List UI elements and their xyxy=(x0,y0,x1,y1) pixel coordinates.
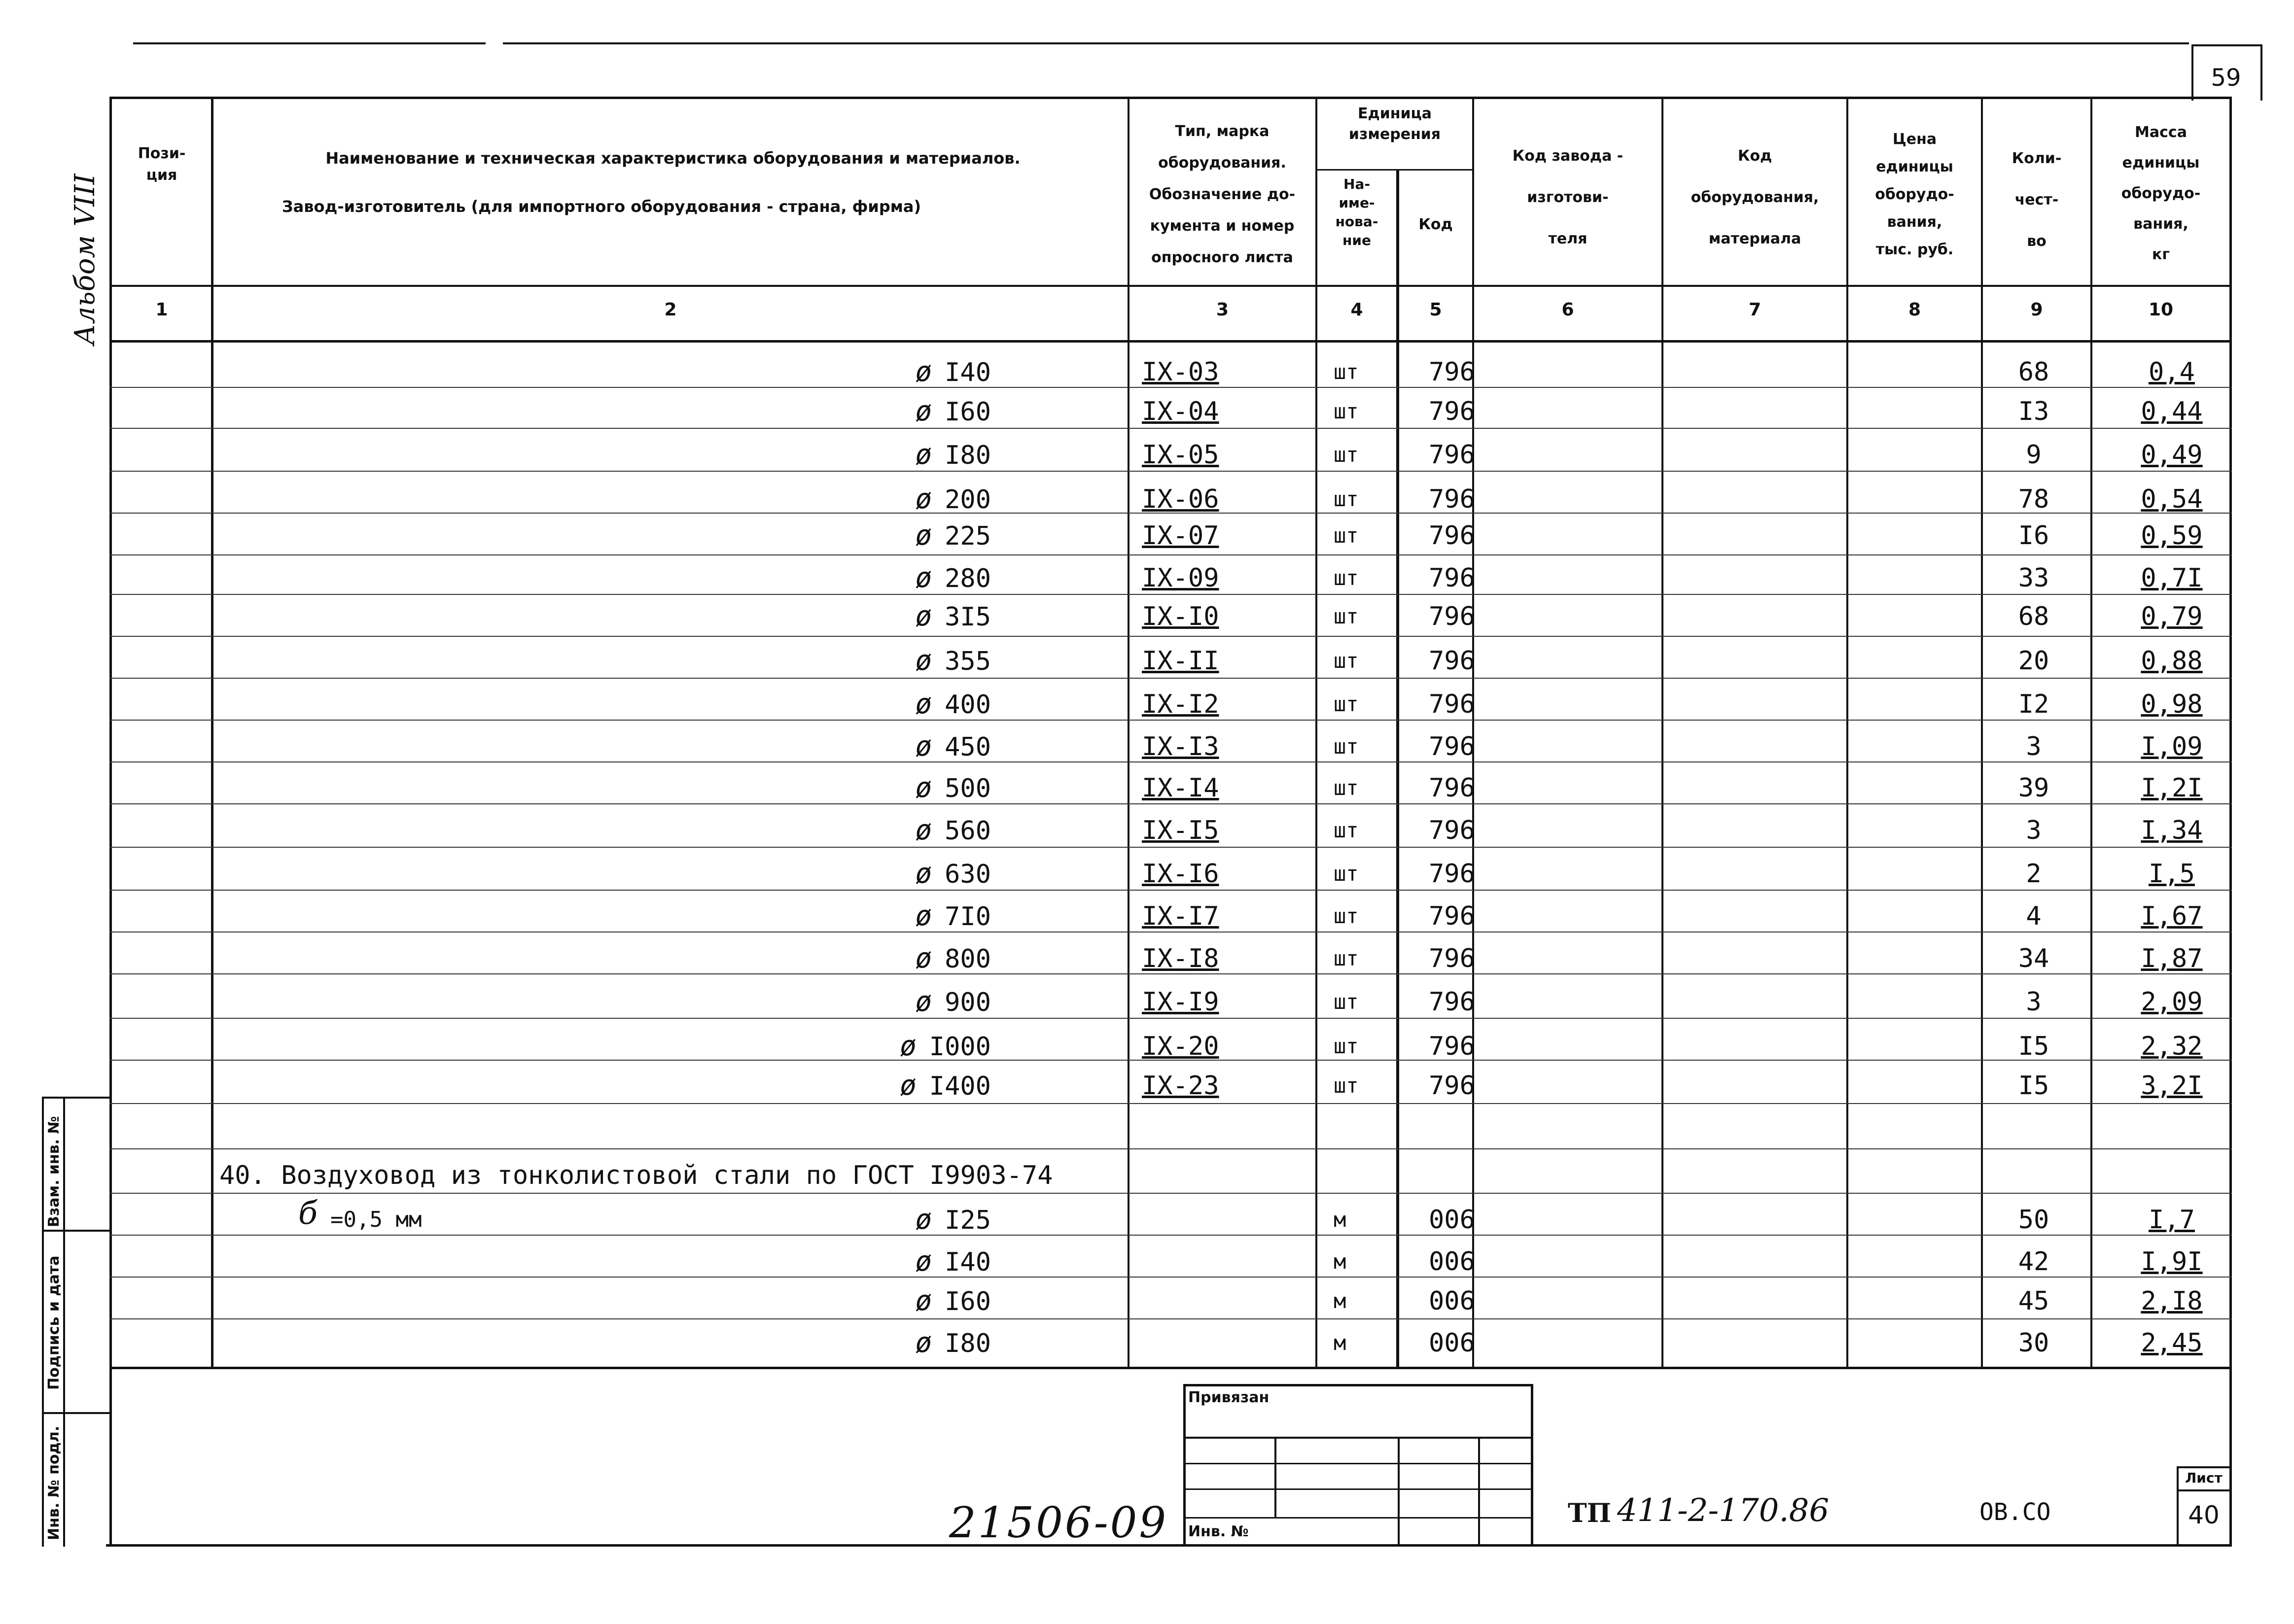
sheet-box-mid xyxy=(2177,1489,2232,1491)
doc-code: 411-2-170.86 xyxy=(1617,1492,1830,1529)
diameter-cell xyxy=(863,816,991,846)
type-cell: IX-I7 xyxy=(1142,901,1219,931)
diameter-cell xyxy=(863,1205,991,1235)
vline-6 xyxy=(1661,97,1663,1368)
quantity-cell: I5 xyxy=(2018,1032,2049,1061)
mass-cell: 0,7I xyxy=(2141,563,2203,593)
unit-code-cell: 006 xyxy=(1429,1205,1475,1235)
quantity-cell: 68 xyxy=(2018,357,2049,387)
quantity-cell: 33 xyxy=(2018,563,2049,593)
quantity-cell: I6 xyxy=(2018,521,2049,551)
unit-code-cell: 796 xyxy=(1429,773,1475,803)
quantity-cell: 3 xyxy=(2026,987,2042,1017)
unit-cell: шт xyxy=(1334,604,1359,628)
unit-cell: шт xyxy=(1334,566,1359,590)
mass-cell: I,9I xyxy=(2141,1247,2203,1277)
header-col3: Тип, марка оборудования. Обозначение до- кумента и номер опросного листа xyxy=(1149,123,1296,266)
type-cell: IX-I0 xyxy=(1142,602,1219,631)
unit-cell: шт xyxy=(1334,1034,1359,1058)
diameter-symbol: ø xyxy=(915,900,932,932)
diameter-value: I000 xyxy=(929,1032,991,1062)
unit-cell: шт xyxy=(1334,862,1359,886)
unit-cell: шт xyxy=(1334,360,1359,384)
album-label: Альбом VIII xyxy=(69,173,101,345)
row-separator xyxy=(109,1193,2232,1194)
diameter-value: I80 xyxy=(945,1329,991,1358)
diameter-symbol: ø xyxy=(915,942,932,974)
diameter-symbol: ø xyxy=(915,1204,932,1236)
thickness-symbol: б xyxy=(298,1195,318,1232)
quantity-cell: 3 xyxy=(2026,732,2042,761)
header-unit-group: Единица измерения xyxy=(1348,105,1441,143)
diameter-value: I25 xyxy=(945,1206,991,1235)
row-separator xyxy=(109,554,2232,555)
vline-right xyxy=(2229,97,2232,1546)
strip-div-2 xyxy=(42,1412,111,1414)
header-col2-line2: Завод-изготовитель (для импортного оборудования - страна, фирма) xyxy=(282,197,921,216)
diameter-value: I400 xyxy=(929,1071,991,1101)
table-bottom-border xyxy=(109,1367,2232,1369)
quantity-cell: 50 xyxy=(2018,1205,2049,1235)
quantity-cell: I5 xyxy=(2018,1071,2049,1101)
type-cell: IX-I2 xyxy=(1142,690,1219,719)
unit-code-cell: 006 xyxy=(1429,1328,1475,1358)
doc-prefix: ТП xyxy=(1568,1498,1611,1528)
unit-cell: шт xyxy=(1334,649,1359,673)
quantity-cell: 20 xyxy=(2018,646,2049,676)
unit-code-cell: 796 xyxy=(1429,1032,1475,1061)
page-number-box-right xyxy=(2260,45,2262,101)
sheet-box-left xyxy=(2177,1466,2179,1547)
diameter-symbol: ø xyxy=(915,688,932,720)
diameter-cell xyxy=(863,732,991,762)
diameter-value: 800 xyxy=(945,944,991,974)
diameter-symbol: ø xyxy=(915,1285,932,1317)
quantity-cell: 4 xyxy=(2026,901,2042,931)
sheet-number: 40 xyxy=(2188,1501,2220,1529)
diameter-value: 630 xyxy=(945,860,991,889)
header-col10: Масса единицы оборудо- вания, кг xyxy=(2121,124,2201,263)
colnum-2: 2 xyxy=(664,300,677,320)
type-cell: IX-06 xyxy=(1142,484,1219,514)
mass-cell: 0,59 xyxy=(2141,521,2203,551)
mass-cell: I,2I xyxy=(2141,773,2203,803)
unit-cell: шт xyxy=(1334,946,1359,970)
row-separator xyxy=(109,428,2232,429)
header-col1: Пози- ция xyxy=(138,145,186,184)
diameter-cell xyxy=(863,773,991,803)
handwritten-inventory-number: 21506-09 xyxy=(949,1498,1168,1548)
diameter-value: 3I5 xyxy=(945,602,991,632)
colnum-10: 10 xyxy=(2148,300,2174,320)
strip-mid xyxy=(63,1097,65,1547)
mass-cell: I,5 xyxy=(2149,859,2195,889)
quantity-cell: 42 xyxy=(2018,1247,2049,1277)
privyazan-label: Привязан xyxy=(1188,1389,1270,1406)
unit-code-cell: 796 xyxy=(1429,901,1475,931)
header-col6: Код завода - изготови- теля xyxy=(1512,147,1623,247)
unit-cell: м xyxy=(1334,1249,1346,1274)
type-cell: IX-II xyxy=(1142,646,1219,676)
colnum-8: 8 xyxy=(1908,300,1921,320)
mass-cell: 0,54 xyxy=(2141,484,2203,514)
header-col4: На- име- нова- ние xyxy=(1335,176,1378,248)
unit-code-cell: 796 xyxy=(1429,944,1475,973)
row-separator xyxy=(109,1018,2232,1019)
row-separator xyxy=(109,890,2232,891)
unit-code-cell: 796 xyxy=(1429,690,1475,719)
page-bottom-border xyxy=(106,1544,2232,1547)
row-separator xyxy=(109,636,2232,637)
type-cell: IX-07 xyxy=(1142,521,1219,551)
colnum-9: 9 xyxy=(2030,300,2043,320)
vline-2 xyxy=(1128,97,1129,1368)
row-separator xyxy=(109,803,2232,804)
diameter-value: I60 xyxy=(945,1287,991,1316)
header-col9: Коли- чест- во xyxy=(2012,150,2062,250)
priv-h1 xyxy=(1183,1437,1533,1439)
unit-code-cell: 796 xyxy=(1429,602,1475,631)
diameter-value: 450 xyxy=(945,732,991,762)
diameter-value: 355 xyxy=(945,647,991,676)
row-separator xyxy=(109,1148,2232,1149)
diameter-value: I60 xyxy=(945,397,991,427)
unit-cell: м xyxy=(1334,1208,1346,1232)
unit-code-cell: 796 xyxy=(1429,646,1475,676)
unit-cell: шт xyxy=(1334,904,1359,928)
diameter-symbol: ø xyxy=(915,600,932,632)
diameter-value: 200 xyxy=(945,485,991,515)
strip-left xyxy=(42,1097,44,1547)
vline-4 xyxy=(1396,169,1399,1368)
diameter-symbol: ø xyxy=(915,814,932,846)
unit-code-cell: 796 xyxy=(1429,859,1475,889)
label-vzam-inv: Взам. инв. № xyxy=(45,1116,63,1227)
unit-cell: м xyxy=(1334,1289,1346,1313)
unit-code-cell: 796 xyxy=(1429,484,1475,514)
page-number: 59 xyxy=(2211,64,2241,92)
diameter-cell xyxy=(863,397,991,427)
row-separator xyxy=(109,594,2232,595)
diameter-cell xyxy=(863,901,991,932)
colnum-3: 3 xyxy=(1216,300,1229,320)
diameter-cell xyxy=(863,1032,991,1062)
colnum-7: 7 xyxy=(1748,300,1762,320)
mass-cell: I,7 xyxy=(2149,1205,2195,1235)
unit-cell: шт xyxy=(1334,692,1359,716)
unit-cell: шт xyxy=(1334,399,1359,423)
colnum-5: 5 xyxy=(1429,300,1442,320)
diameter-symbol: ø xyxy=(915,858,932,890)
row-separator xyxy=(109,720,2232,721)
type-cell: IX-23 xyxy=(1142,1071,1219,1101)
unit-cell: шт xyxy=(1334,523,1359,548)
unit-cell: шт xyxy=(1334,818,1359,842)
diameter-symbol: ø xyxy=(915,562,932,594)
header-col2-line1: Наименование и техническая характеристика оборудования и материалов. xyxy=(325,149,1021,168)
unit-cell: шт xyxy=(1334,990,1359,1014)
diameter-cell xyxy=(863,646,991,676)
priv-right xyxy=(1531,1384,1533,1547)
row-separator xyxy=(109,1103,2232,1104)
mass-cell: 0,88 xyxy=(2141,646,2203,676)
row-separator xyxy=(109,678,2232,679)
diameter-cell xyxy=(863,521,991,551)
row-separator xyxy=(109,471,2232,472)
colnum-1: 1 xyxy=(155,300,168,320)
type-cell: IX-20 xyxy=(1142,1032,1219,1061)
priv-v1 xyxy=(1274,1437,1276,1518)
type-cell: IX-I5 xyxy=(1142,816,1219,845)
type-cell: IX-04 xyxy=(1142,397,1219,426)
row-separator xyxy=(109,1277,2232,1278)
mass-cell: 2,32 xyxy=(2141,1032,2203,1061)
type-cell: IX-I6 xyxy=(1142,859,1219,889)
priv-h4 xyxy=(1183,1517,1533,1519)
row-separator xyxy=(109,761,2232,762)
diameter-cell xyxy=(863,440,991,470)
unit-code-cell: 796 xyxy=(1429,521,1475,551)
quantity-cell: 34 xyxy=(2018,944,2049,973)
header-bottom-border xyxy=(109,285,2232,287)
diameter-value: 560 xyxy=(945,816,991,846)
type-cell: IX-I4 xyxy=(1142,773,1219,803)
priv-v2 xyxy=(1398,1437,1400,1547)
diameter-cell xyxy=(863,1286,991,1316)
diameter-symbol: ø xyxy=(915,986,932,1018)
quantity-cell: I3 xyxy=(2018,397,2049,426)
diameter-cell xyxy=(863,987,991,1017)
unit-code-cell: 796 xyxy=(1429,563,1475,593)
quantity-cell: 45 xyxy=(2018,1286,2049,1316)
diameter-cell xyxy=(863,1071,991,1101)
vline-3 xyxy=(1315,97,1317,1368)
diameter-value: I40 xyxy=(945,358,991,387)
diameter-symbol: ø xyxy=(900,1030,917,1062)
diameter-cell xyxy=(863,484,991,515)
mass-cell: 0,4 xyxy=(2149,357,2195,387)
priv-h3 xyxy=(1183,1488,1533,1490)
mass-cell: 2,I8 xyxy=(2141,1286,2203,1316)
mass-cell: 2,09 xyxy=(2141,987,2203,1017)
type-cell: IX-03 xyxy=(1142,357,1219,387)
colnum-bottom-border xyxy=(109,340,2232,343)
diameter-cell xyxy=(863,563,991,593)
priv-v3 xyxy=(1478,1437,1480,1547)
row-separator xyxy=(109,973,2232,974)
unit-group-divider xyxy=(1315,169,1473,171)
page-number-box-left xyxy=(2191,45,2193,101)
row-separator xyxy=(109,387,2232,388)
diameter-value: 7I0 xyxy=(945,902,991,932)
label-podpis-data: Подпись и дата xyxy=(45,1255,63,1390)
mass-cell: 2,45 xyxy=(2141,1328,2203,1358)
vline-1 xyxy=(211,97,213,1368)
quantity-cell: 68 xyxy=(2018,602,2049,631)
sheet-box-top xyxy=(2177,1466,2232,1468)
diameter-symbol: ø xyxy=(915,1245,932,1278)
diameter-cell xyxy=(863,944,991,974)
priv-top xyxy=(1183,1384,1533,1386)
doc-suffix: ОВ.СО xyxy=(1979,1498,2051,1526)
row-separator xyxy=(109,1235,2232,1236)
diameter-symbol: ø xyxy=(915,645,932,677)
mass-cell: 0,44 xyxy=(2141,397,2203,426)
diameter-symbol: ø xyxy=(915,395,932,427)
colnum-4: 4 xyxy=(1350,300,1363,320)
unit-cell: м xyxy=(1334,1331,1346,1355)
unit-cell: шт xyxy=(1334,487,1359,511)
quantity-cell: I2 xyxy=(2018,690,2049,719)
diameter-value: 280 xyxy=(945,564,991,593)
unit-code-cell: 006 xyxy=(1429,1247,1475,1277)
type-cell: IX-I8 xyxy=(1142,944,1219,973)
header-col7: Код оборудования, материала xyxy=(1691,147,1819,247)
diameter-cell xyxy=(863,690,991,720)
row-separator xyxy=(109,847,2232,848)
diameter-symbol: ø xyxy=(915,519,932,552)
diameter-cell xyxy=(863,1328,991,1358)
unit-cell: шт xyxy=(1334,776,1359,800)
unit-cell: шт xyxy=(1334,734,1359,759)
thickness-label: =0,5 мм xyxy=(330,1207,422,1232)
sheet-label: Лист xyxy=(2185,1470,2223,1486)
quantity-cell: 39 xyxy=(2018,773,2049,803)
unit-code-cell: 796 xyxy=(1429,397,1475,426)
vline-8 xyxy=(1981,97,1983,1368)
header-col5: Код xyxy=(1418,216,1453,233)
type-cell: IX-09 xyxy=(1142,563,1219,593)
diameter-value: I80 xyxy=(945,441,991,470)
vline-left xyxy=(109,97,112,1546)
mass-cell: 0,98 xyxy=(2141,690,2203,719)
diameter-value: 900 xyxy=(945,988,991,1017)
header-col8: Цена единицы оборудо- вания, тыс. руб. xyxy=(1875,131,1954,258)
diameter-symbol: ø xyxy=(900,1070,917,1102)
quantity-cell: 9 xyxy=(2026,440,2042,470)
unit-cell: шт xyxy=(1334,1073,1359,1098)
top-line-left xyxy=(133,42,486,44)
unit-code-cell: 796 xyxy=(1429,440,1475,470)
vline-7 xyxy=(1846,97,1848,1368)
mass-cell: 3,2I xyxy=(2141,1071,2203,1101)
unit-code-cell: 796 xyxy=(1429,1071,1475,1101)
strip-top xyxy=(42,1097,111,1099)
type-cell: IX-I9 xyxy=(1142,987,1219,1017)
colnum-6: 6 xyxy=(1561,300,1574,320)
diameter-symbol: ø xyxy=(915,730,932,762)
priv-h2 xyxy=(1183,1463,1533,1464)
diameter-symbol: ø xyxy=(915,772,932,804)
section-title: 40. Воздуховод из тонколистовой стали по ГОСТ I9903-74 xyxy=(219,1161,1053,1190)
quantity-cell: 30 xyxy=(2018,1328,2049,1358)
row-separator xyxy=(109,1318,2232,1319)
diameter-value: 225 xyxy=(945,521,991,551)
mass-cell: I,87 xyxy=(2141,944,2203,973)
priv-left xyxy=(1183,1384,1186,1547)
diameter-cell xyxy=(863,859,991,889)
unit-code-cell: 796 xyxy=(1429,987,1475,1017)
mass-cell: 0,49 xyxy=(2141,440,2203,470)
row-separator xyxy=(109,932,2232,933)
diameter-symbol: ø xyxy=(915,1327,932,1359)
table-top-border xyxy=(109,97,2232,99)
top-line-right xyxy=(503,42,2189,44)
unit-code-cell: 796 xyxy=(1429,357,1475,387)
mass-cell: 0,79 xyxy=(2141,602,2203,631)
diameter-cell xyxy=(863,357,991,387)
quantity-cell: 2 xyxy=(2026,859,2042,889)
vline-9 xyxy=(2090,97,2092,1368)
page-number-box-top xyxy=(2191,44,2262,46)
diameter-symbol: ø xyxy=(915,483,932,515)
unit-cell: шт xyxy=(1334,443,1359,467)
diameter-symbol: ø xyxy=(915,439,932,471)
unit-code-cell: 796 xyxy=(1429,816,1475,845)
diameter-value: 500 xyxy=(945,774,991,803)
type-cell: IX-05 xyxy=(1142,440,1219,470)
label-inv-podl: Инв. № подл. xyxy=(45,1425,63,1540)
quantity-cell: 3 xyxy=(2026,816,2042,845)
type-cell: IX-I3 xyxy=(1142,732,1219,761)
diameter-cell xyxy=(863,602,991,632)
diameter-value: I40 xyxy=(945,1247,991,1277)
mass-cell: I,34 xyxy=(2141,816,2203,845)
mass-cell: I,67 xyxy=(2141,901,2203,931)
strip-div-1 xyxy=(42,1230,111,1232)
unit-code-cell: 796 xyxy=(1429,732,1475,761)
quantity-cell: 78 xyxy=(2018,484,2049,514)
mass-cell: I,09 xyxy=(2141,732,2203,761)
diameter-value: 400 xyxy=(945,690,991,720)
diameter-cell xyxy=(863,1247,991,1277)
inv-no-label: Инв. № xyxy=(1188,1523,1249,1540)
diameter-symbol: ø xyxy=(915,356,932,388)
unit-code-cell: 006 xyxy=(1429,1286,1475,1316)
